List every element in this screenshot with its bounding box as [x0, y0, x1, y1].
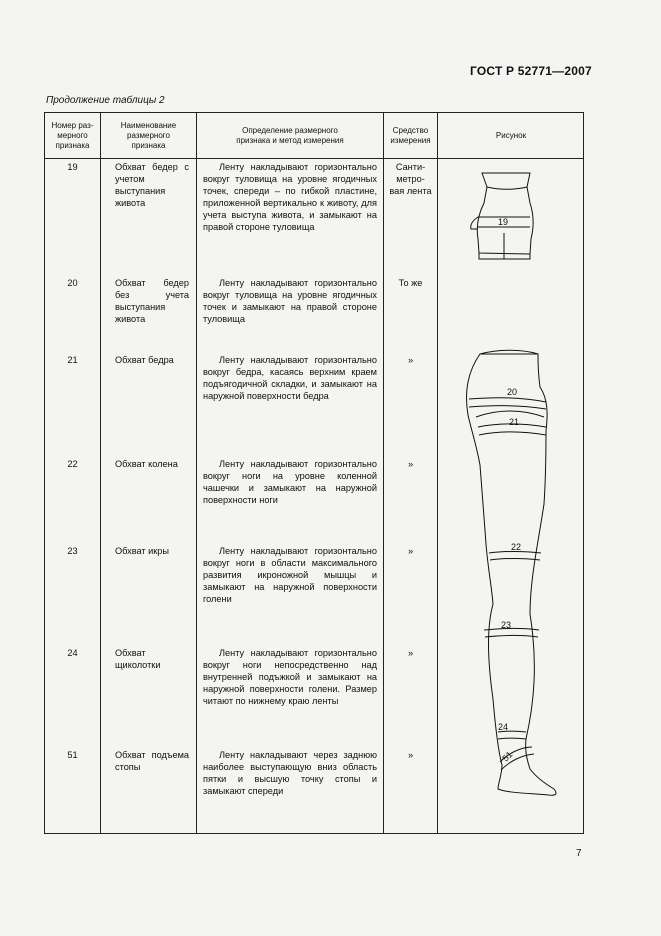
label-24: 24 — [498, 722, 509, 732]
row-tool: » — [407, 355, 414, 365]
row-definition: Ленту накладывают горизонтально вокруг ноги непосредственно над внутренней подъжкой и замыкают на наружной поверхности голени. Размер читают по нижнему краю ленты — [203, 648, 377, 706]
row-tool: Санти- метро- вая лента — [389, 162, 432, 196]
row-tool: » — [407, 750, 414, 760]
row-name: Обхват бедер без учета выступания живота — [115, 278, 189, 324]
measurement-table — [44, 112, 584, 834]
row-number: 20 — [67, 278, 78, 288]
column-divider — [100, 113, 101, 833]
label-19: 19 — [498, 217, 509, 227]
header-name: Наименование размерного признака — [120, 120, 177, 150]
standard-id: ГОСТ Р 52771—2007 — [470, 64, 592, 78]
row-number: 21 — [67, 355, 78, 365]
page-number: 7 — [576, 848, 582, 859]
row-tool: » — [407, 459, 414, 469]
row-name: Обхват бедер с учетом выступания живота — [115, 162, 189, 208]
label-20: 20 — [507, 387, 518, 397]
row-tool: То же — [398, 278, 423, 288]
row-definition: Ленту накладывают через заднюю наиболее выступающую вниз область пятки и высшую точку стопы и замыкают спереди — [203, 750, 377, 796]
label-22: 22 — [511, 542, 522, 552]
row-name: Обхват колена — [115, 459, 178, 469]
row-number: 22 — [67, 459, 78, 469]
row-number: 24 — [67, 648, 78, 658]
header-tool: Средство измерения — [390, 125, 431, 145]
row-definition: Ленту накладывают горизонтально вокруг ноги на уровне коленной чашечки и замыкают на наружной поверхности ноги — [203, 459, 377, 505]
header-figure: Рисунок — [495, 130, 527, 140]
column-divider — [383, 113, 384, 833]
row-definition: Ленту накладывают горизонтально вокруг бедра, касаясь верхним краем подъягодичной складки, и замыкают на наружной поверхности бедра — [203, 355, 377, 401]
hips-drawing — [471, 173, 533, 259]
row-name: Обхват щиколотки — [115, 648, 161, 670]
label-23: 23 — [501, 620, 512, 630]
table-caption: Продолжение таблицы 2 — [46, 95, 165, 106]
row-number: 19 — [67, 162, 78, 172]
row-definition: Ленту накладывают горизонтально вокруг туловища на уровне ягодичных точек и замыкают на правой стороне туловища — [203, 278, 377, 324]
row-name: Обхват подъема стопы — [115, 750, 189, 772]
row-name: Обхват бедра — [115, 355, 174, 365]
row-number: 23 — [67, 546, 78, 556]
measurement-figure — [438, 159, 584, 834]
row-definition: Ленту накладывают горизонтально вокруг туловища на уровне ягодичных точек, спереди – по гибкой пластине, приложенной вертикально к животу, для учета выступа живота, и замыкают на правой стороне туловища — [203, 162, 377, 232]
row-definition: Ленту накладывают горизонтально вокруг ноги в области максимального развития икроножной мышцы и замыкают на наружной поверхности голени — [203, 546, 377, 604]
row-number: 51 — [67, 750, 78, 760]
row-name: Обхват икры — [115, 546, 170, 556]
header-definition: Определение размерного признака и метод измерения — [236, 125, 344, 145]
row-tool: » — [407, 546, 414, 556]
label-21: 21 — [509, 417, 520, 427]
row-tool: » — [407, 648, 414, 658]
column-divider — [196, 113, 197, 833]
label-51: 51 — [500, 749, 515, 764]
header-number: Номер раз- мерного признака — [51, 120, 94, 150]
